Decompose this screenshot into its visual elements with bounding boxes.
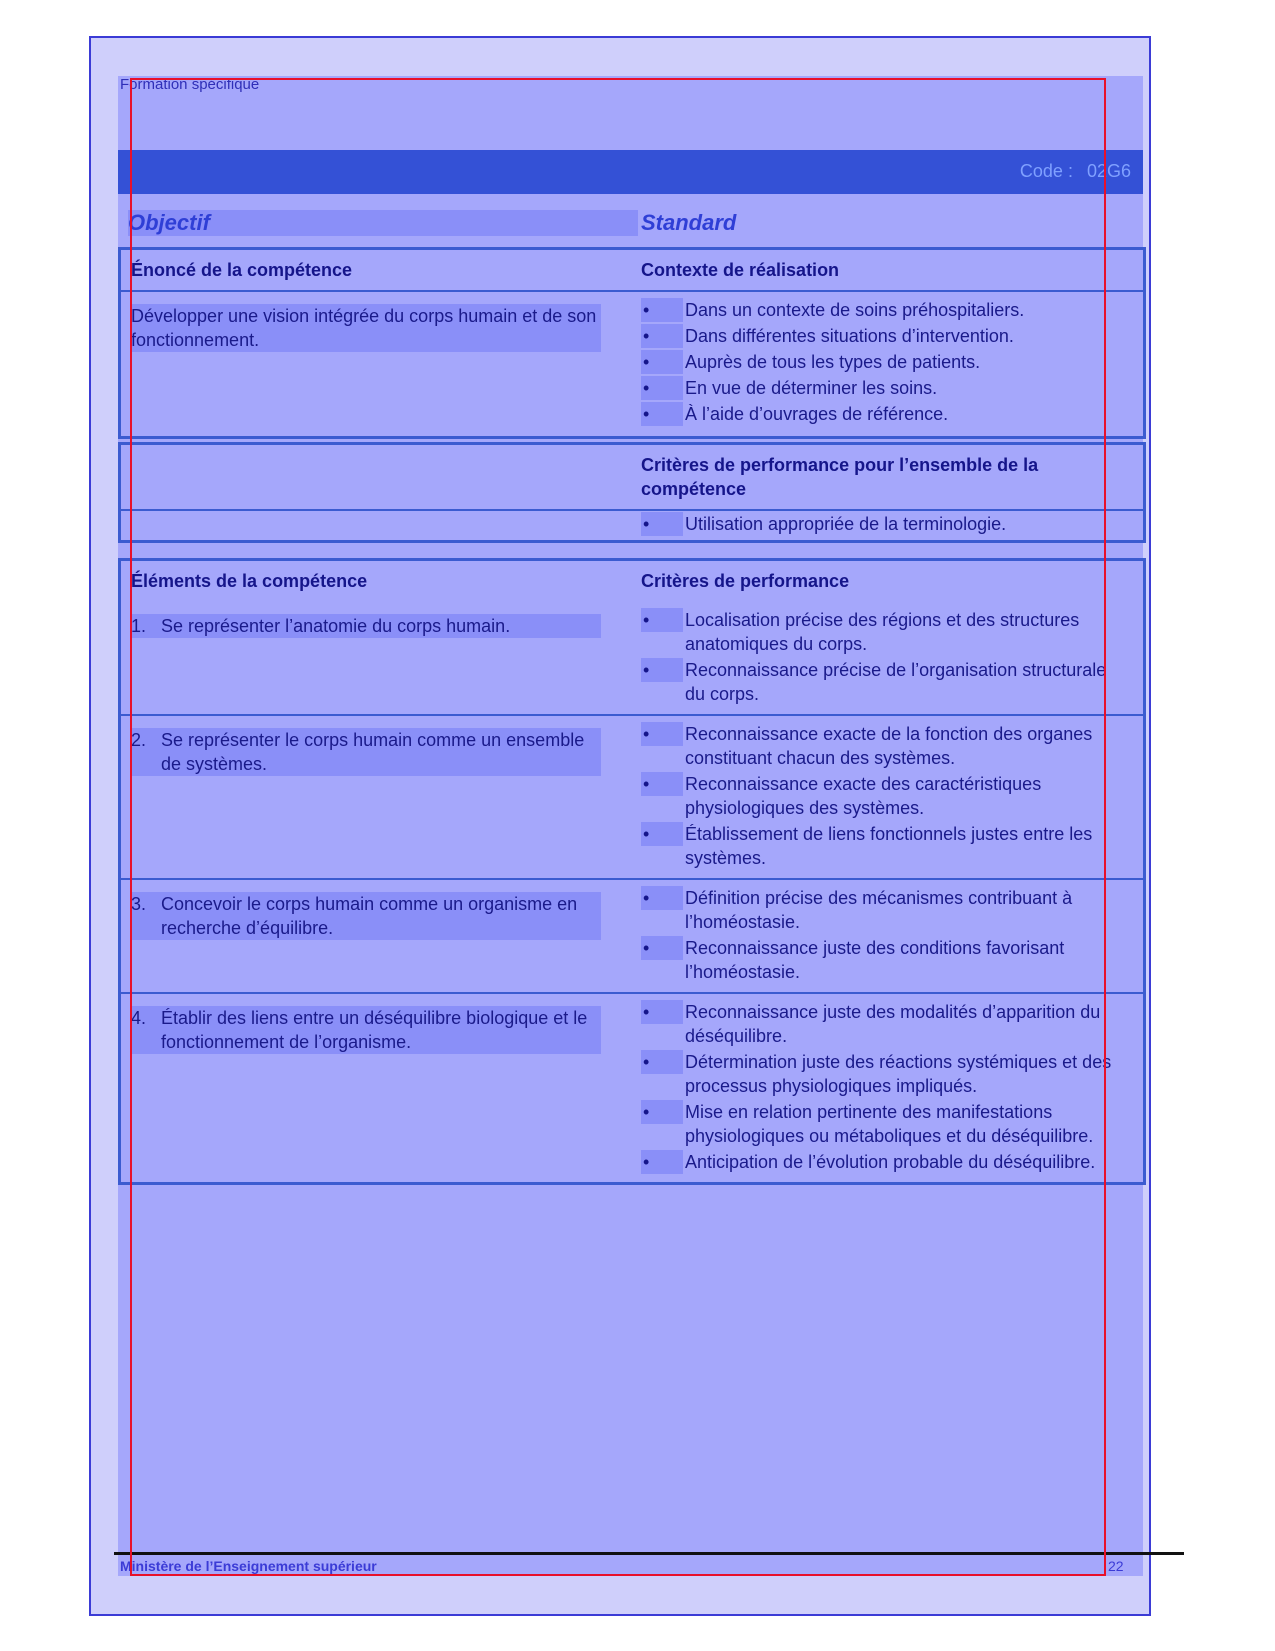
global-criteria-list	[641, 512, 1127, 536]
bullet-item: • Dans différentes situations d’intervention.	[641, 324, 1127, 348]
criteria-cell	[641, 602, 1145, 715]
criteria-cell	[641, 879, 1145, 993]
element-text	[131, 728, 601, 776]
global-criteria-cell	[641, 510, 1145, 542]
element-description: Établir des liens entre un déséquilibre biologique et le fonctionnement de l’organisme.	[161, 1007, 588, 1052]
element-description: Se représenter l’anatomie du corps humain.	[161, 615, 511, 636]
bullet-item: • Utilisation appropriée de la terminologie.	[641, 512, 1127, 536]
element-cell	[120, 879, 642, 993]
element-text	[131, 614, 601, 638]
criteria-header: Critères de performance	[641, 571, 850, 592]
enonce-text-content: Développer une vision intégrée du corps humain et de son fonctionnement.	[131, 304, 601, 352]
criteria-item: • Reconnaissance juste des conditions favorisant l’homéostasie.	[641, 936, 1127, 984]
page-number: 22	[1108, 1558, 1124, 1574]
elements-table	[118, 558, 1146, 1185]
code-value: 02G6	[1086, 161, 1131, 181]
element-row	[120, 602, 1145, 715]
element-cell	[120, 715, 642, 879]
global-criteria-table	[118, 442, 1146, 543]
section-titles	[128, 210, 1138, 236]
footer-rule	[114, 1552, 1184, 1555]
element-row	[120, 993, 1145, 1184]
element-number: 1.	[131, 615, 147, 636]
element-description: Se représenter le corps humain comme un ensemble de systèmes.	[161, 729, 585, 774]
code-label: Code :	[1019, 161, 1073, 181]
criteria-item: • Reconnaissance exacte des caractéristiques physiologiques des systèmes.	[641, 772, 1127, 820]
element-cell	[120, 602, 642, 715]
elements-header: Éléments de la compétence	[131, 571, 368, 592]
enonce-text	[120, 291, 642, 438]
criteria-cell	[641, 715, 1145, 879]
element-number: 4.	[131, 1007, 147, 1028]
criteria-item: • Mise en relation pertinente des manifestations physiologiques ou métaboliques et du déséquilibre.	[641, 1100, 1127, 1148]
element-number: 3.	[131, 893, 147, 914]
element-row	[120, 715, 1145, 879]
enonce-header: Énoncé de la compétence	[131, 259, 353, 280]
element-text	[131, 1006, 601, 1054]
element-cell	[120, 993, 642, 1184]
criteria-list	[641, 722, 1127, 870]
criteria-item: • Détermination juste des réactions systémiques et des processus physiologiques impliqués.	[641, 1050, 1127, 1098]
standard-title: Standard	[641, 210, 737, 235]
element-row	[120, 879, 1145, 993]
element-number: 2.	[131, 729, 147, 750]
contexte-cell	[641, 291, 1145, 438]
code-bar	[118, 150, 1143, 194]
bullet-item: • À l’aide d’ouvrages de référence.	[641, 402, 1127, 426]
bullet-item: • Dans un contexte de soins préhospitaliers.	[641, 298, 1127, 322]
criteria-list	[641, 1000, 1127, 1174]
empty-cell	[120, 444, 642, 510]
section-label: Formation spécifique	[120, 76, 260, 93]
contexte-header: Contexte de réalisation	[641, 259, 840, 280]
element-description: Concevoir le corps humain comme un organisme en recherche d’équilibre.	[161, 893, 578, 938]
criteria-item: • Reconnaissance juste des modalités d’apparition du déséquilibre.	[641, 1000, 1127, 1048]
competence-table	[118, 247, 1146, 439]
criteria-item: • Établissement de liens fonctionnels justes entre les systèmes.	[641, 822, 1127, 870]
code-display	[1020, 161, 1131, 182]
criteria-cell	[641, 993, 1145, 1184]
bullet-item: • Auprès de tous les types de patients.	[641, 350, 1127, 374]
element-text	[131, 892, 601, 940]
bullet-item: • En vue de déterminer les soins.	[641, 376, 1127, 400]
empty-cell	[120, 510, 642, 542]
criteria-item: • Reconnaissance exacte de la fonction des organes constituant chacun des systèmes.	[641, 722, 1127, 770]
criteria-item: • Anticipation de l’évolution probable du déséquilibre.	[641, 1150, 1127, 1174]
criteria-item: • Reconnaissance précise de l’organisation structurale du corps.	[641, 658, 1127, 706]
criteria-list	[641, 886, 1127, 984]
criteria-item: • Localisation précise des régions et des structures anatomiques du corps.	[641, 608, 1127, 656]
criteria-list	[641, 608, 1127, 706]
objective-title: Objectif	[128, 210, 638, 236]
criteria-item: • Définition précise des mécanismes contribuant à l’homéostasie.	[641, 886, 1127, 934]
footer-ministry: Ministère de l’Enseignement supérieur	[120, 1558, 377, 1574]
global-criteria-header: Critères de performance pour l’ensemble de la compétence	[641, 454, 1039, 499]
contexte-list	[641, 298, 1127, 426]
